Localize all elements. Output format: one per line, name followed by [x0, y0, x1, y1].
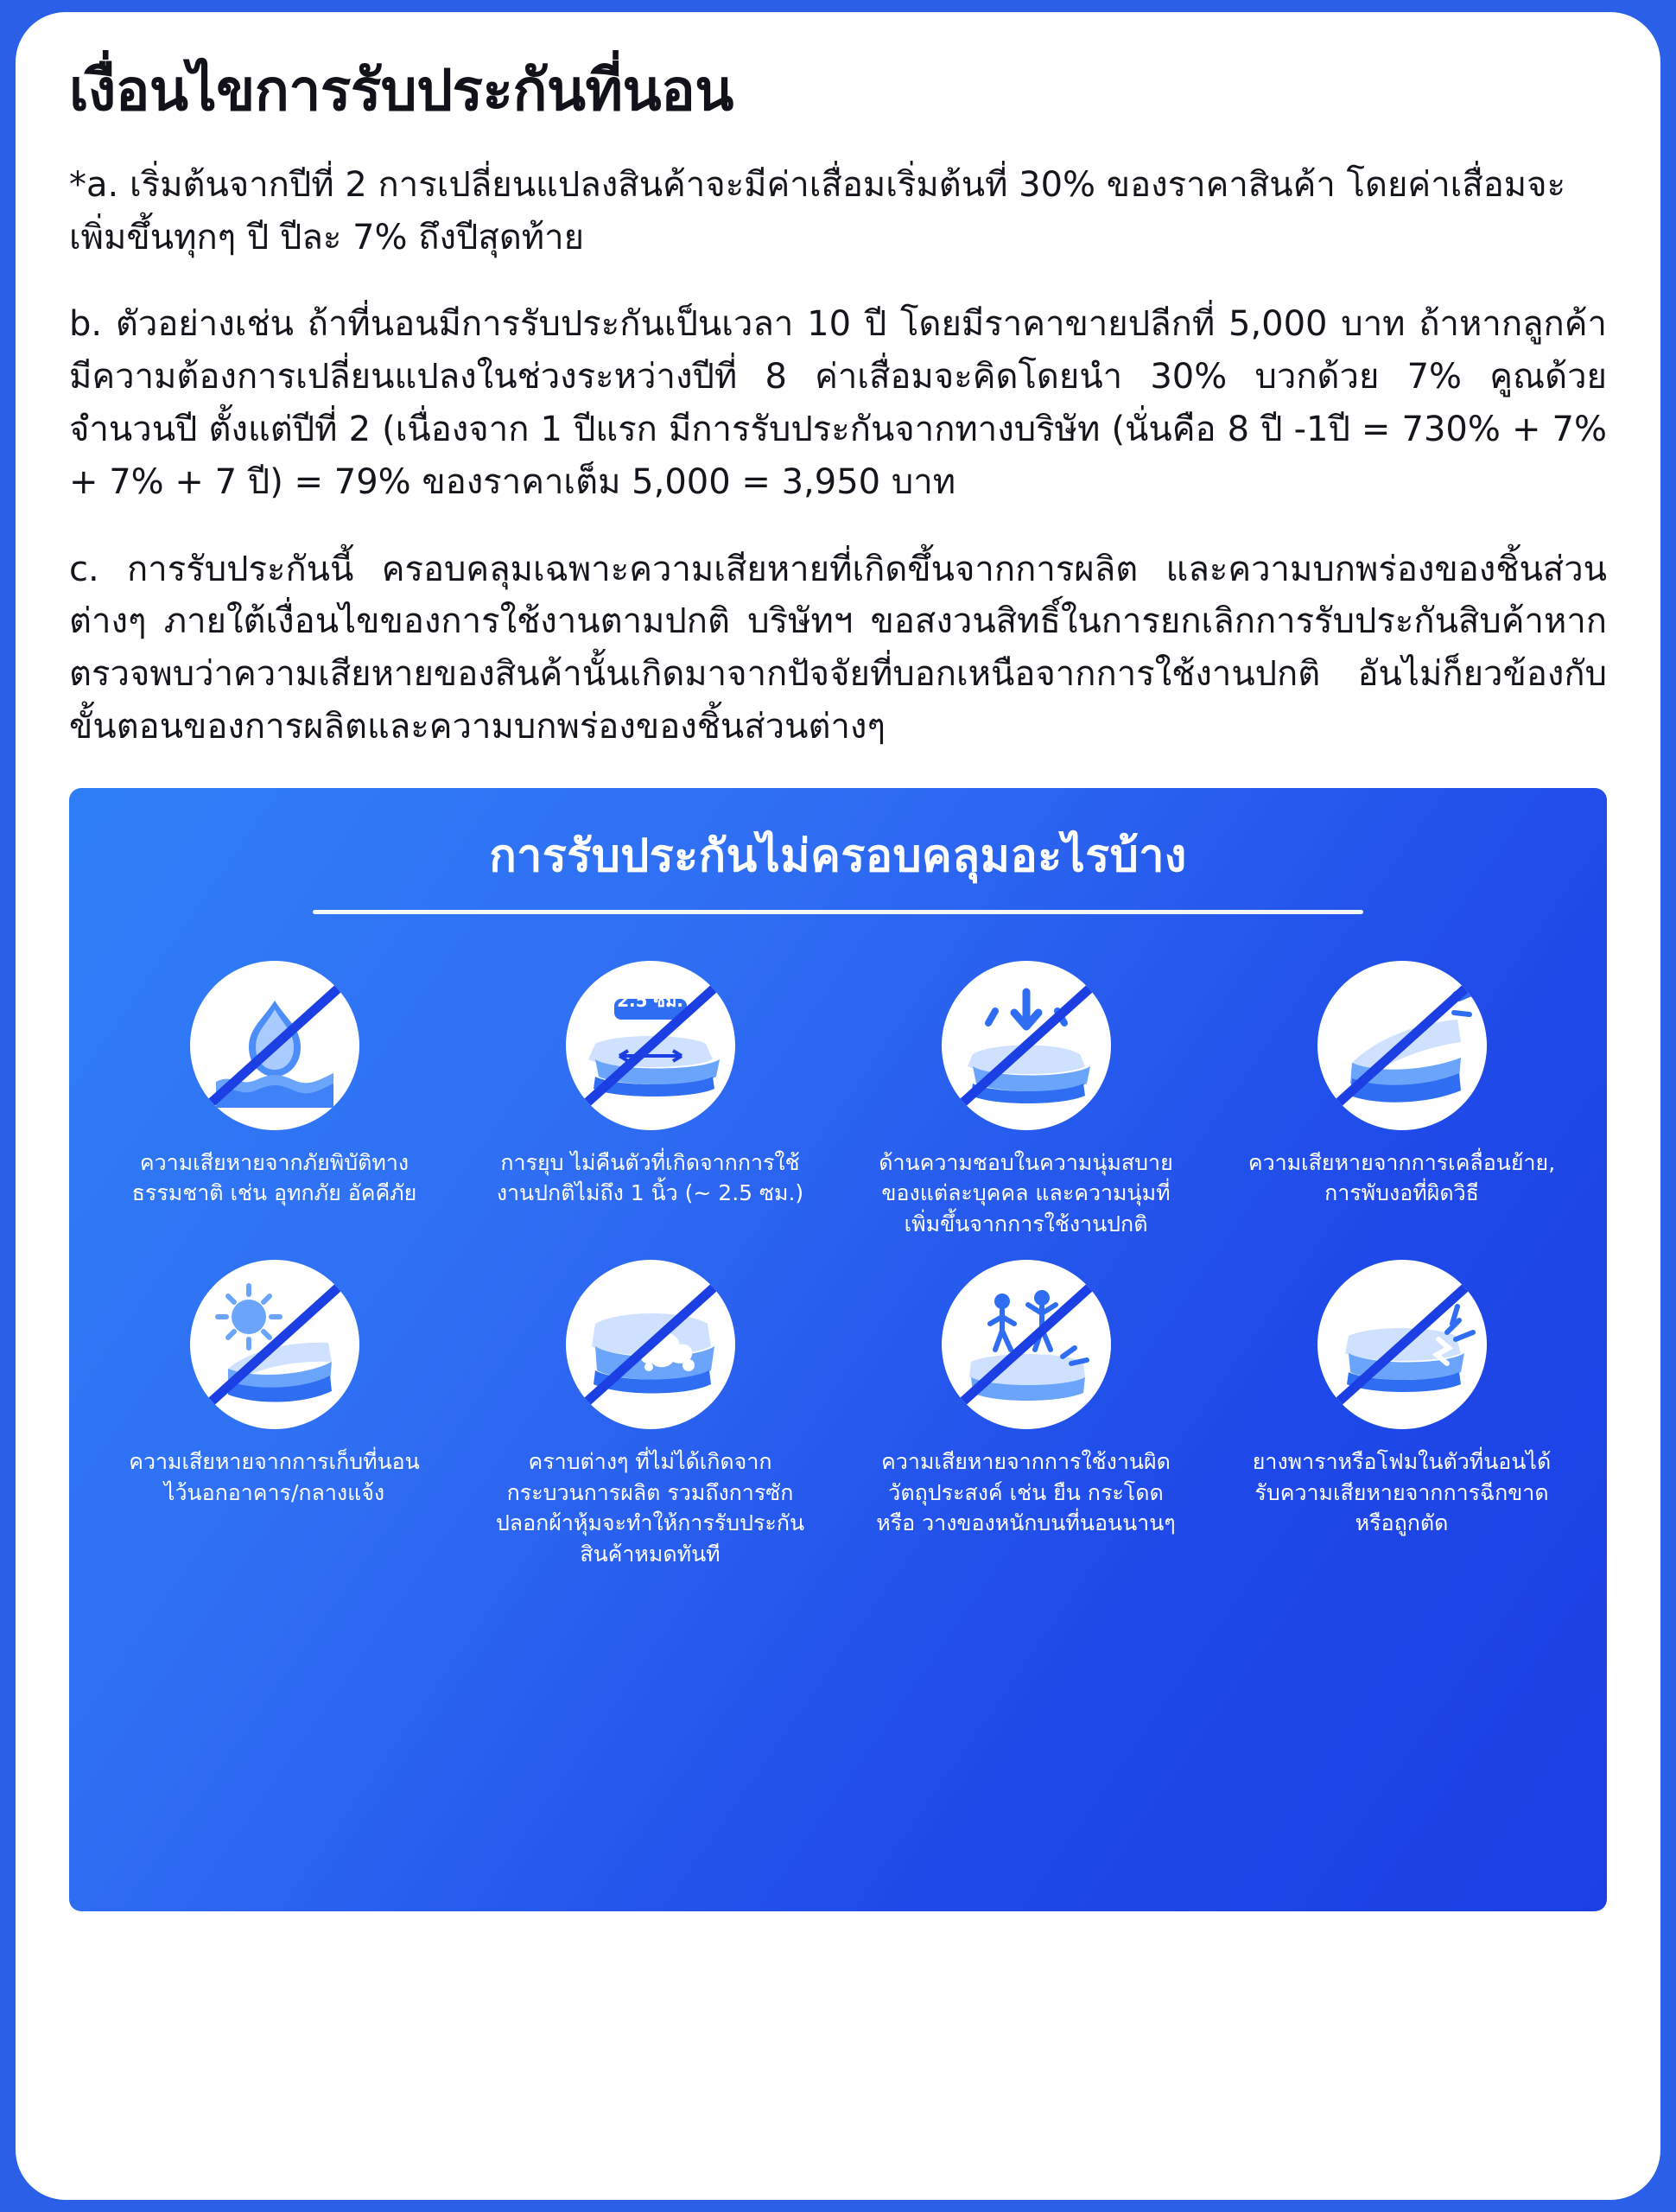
outdoor-storage-sun-no-icon [190, 1260, 359, 1429]
paragraph-b: b. ตัวอย่างเช่น ถ้าที่นอนมีการรับประกันเป็นเวลา 10 ปี โดยมีราคาขายปลีกที่ 5,000 บาท ถ้าหากลูกค้ามีความต้องการเปลี่ยนแปลงในช่วงระหว่างปีที่ 8 ค่าเสื่อมจะคิดโดยนำ 30% บวกด้วย 7% คูณด้วยจำนวนปี ตั้งแต่ปีที่ 2 (เนื่องจาก 1 ปีแรก มีการรับประกันจากทางบริษัท (นั่นคือ 8 ปี -1ปี = 730% + 7% + 7% + 7 ปี) = 79% ของราคาเต็ม 5,000 = 3,950 บาท [69, 304, 1607, 502]
content-card [16, 12, 1660, 2200]
exclusion-item [1214, 1239, 1590, 1569]
exclusion-item [838, 940, 1214, 1240]
paragraph-a: *a. เริ่มต้นจากปีที่ 2 การเปลี่ยนแปลงสินค้าจะมีค่าเสื่อมเริ่มต้นที่ 30% ของราคาสินค้า โดยค่าเสื่อมจะเพิ่มขึ้นทุกๆ ปี ปีละ 7% ถึงปีสุดท้าย [69, 164, 1566, 257]
mattress-sag-measure-no-icon [566, 961, 735, 1130]
firmness-preference-no-icon [942, 961, 1111, 1130]
exclusion-item [838, 1239, 1214, 1569]
exclusion-item [462, 940, 838, 1240]
exclusions-title: การรับประกันไม่ครอบคลุมอะไรบ้าง [489, 830, 1187, 882]
exclusion-item [86, 1239, 462, 1569]
exclusion-item [1214, 940, 1590, 1240]
content-inner [16, 12, 1660, 1911]
paragraph-c: c. การรับประกันนี้ ครอบคลุมเฉพาะความเสียหายที่เกิดขึ้นจากการผลิต และความบกพร่องของชิ้นส่วนต่างๆ ภายใต้เงื่อนไขของการใช้งานตามปกติ บริษัทฯ ขอสงวนสิทธิ์ในการยกเลิกการรับประกันสิบค้าหากตรวจพบว่าความเสียหายของสินค้านั้นเกิดมาจากปัจจัยที่บอกเหนือจากการใช้งานปกติ อันไม่ก็ยวข้องกับขั้นตอนของการผลิตและความบกพร่องของชิ้นส่วนต่างๆ [69, 549, 1607, 747]
exclusion-item [86, 940, 462, 1240]
exclusion-caption: คราบต่างๆ ที่ไม่ได้เกิดจากกระบวนการผลิต รวมถึงการซักปลอกผ้าหุ้มจะทำให้การรับประกันสินค้าหมดทันที [495, 1449, 805, 1567]
exclusion-caption: ความเสียหายจากภัยพิบัติทางธรรมชาติ เช่น อุทกภัย อัคคีภัย [131, 1149, 417, 1206]
stain-wash-cover-no-icon [566, 1260, 735, 1429]
exclusion-caption: ความเสียหายจากการเก็บที่นอนไว้นอกอาคาร/กลางแจ้ง [129, 1449, 420, 1505]
exclusion-caption: ด้านความชอบในความนุ่มสบายของแต่ละบุคคล และความนุ่มที่เพิ่มขึ้นจากการใช้งานปกติ [879, 1149, 1173, 1236]
title-divider [313, 910, 1363, 914]
flame-water-no-icon [190, 961, 359, 1130]
foam-tear-cut-no-icon [1317, 1260, 1487, 1429]
jumping-on-bed-no-icon [942, 1260, 1111, 1429]
exclusion-caption: การยุบ ไม่คืนตัวที่เกิดจากการใช้งานปกติไม่ถึง 1 นิ้ว (~ 2.5 ซม.) [496, 1149, 804, 1206]
exclusion-caption: ยางพาราหรือโฟมในตัวที่นอนได้รับความเสียหายจากการฉีกขาด หรือถูกตัด [1252, 1449, 1552, 1536]
mattress-bend-move-no-icon [1317, 961, 1487, 1130]
exclusion-caption: ความเสียหายจากการเคลื่อนย้าย, การพับงอที่ผิดวิธี [1247, 1149, 1556, 1206]
page-title: เงื่อนไขการรับประกันที่นอน [69, 57, 733, 124]
measure-label: 2.5 ซม. [617, 989, 683, 1011]
exclusions-panel [69, 788, 1607, 1911]
exclusion-caption: ความเสียหายจากการใช้งานผิดวัตถุประสงค์ เช่น ยืน กระโดด หรือ วางของหนักบนที่นอนนานๆ [876, 1449, 1176, 1536]
exclusions-grid [69, 914, 1607, 1570]
exclusion-item [462, 1239, 838, 1569]
